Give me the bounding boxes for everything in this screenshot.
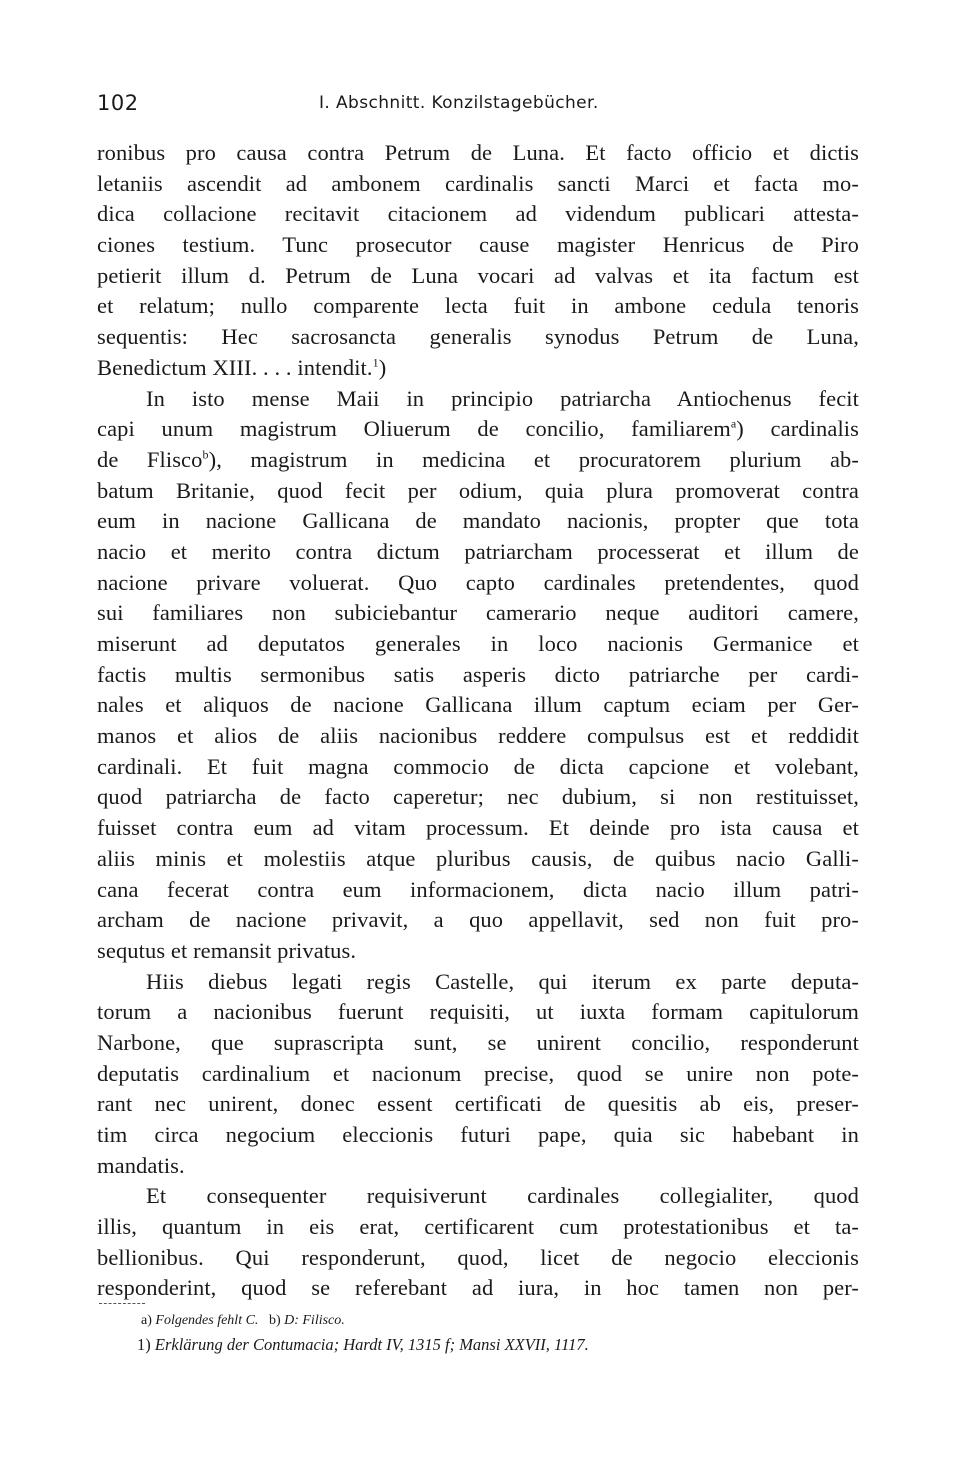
text-line: ronibus pro causa contra Petrum de Luna. Et facto officio et dictis [97,140,859,165]
body-text [97,138,859,1304]
document-page [97,0,859,1470]
text-line: torum a nacionibus fuerunt requisiti, ut iuxta formam capitulorum [97,999,859,1025]
text-line: aliis minis et molestiis atque pluribus causis, de quibus nacio Galli- [97,845,859,871]
text-line: dica collacione recitavit citacionem ad videndum publicari attesta- [97,201,859,227]
footnote-mark-paren: ) [378,354,387,380]
text-line: fuisset contra eum ad vitam processum. Et deinde pro ista causa et [97,815,859,841]
text-line-content: de Flisco [97,446,203,472]
text-line: illis, quantum in eis erat, certificarent cum protestationibus et ta- [97,1214,859,1240]
footnote-label: 1) [137,1335,151,1354]
historical-footnote [97,1332,859,1358]
text-line: bellionibus. Qui responderunt, quod, licet de negocio eleccionis [97,1244,859,1270]
text-line-content: ), magistrum in medicina et procuratorem plurium ab- [208,446,859,472]
footnote-separator [99,1303,145,1304]
text-line: Hiis diebus legati regis Castelle, qui iterum ex parte deputa- [146,968,859,994]
text-line-content: ) cardinalis [736,416,860,442]
text-line: letaniis ascendit ad ambonem cardinalis sancti Marci et facta mo- [97,170,859,196]
text-line: sui familiares non subiciebantur camerario neque auditori camere, [97,600,859,626]
text-line: manos et alios de aliis nacionibus reddere compulsus est et reddidit [97,723,859,749]
text-line: tim circa negocium eleccionis futuri pape, quia sic habebant in [97,1122,859,1147]
text-line: Narbone, que suprascripta sunt, se unirent concilio, responderunt [97,1029,859,1055]
footnote-text: Folgendes fehlt C. [155,1313,259,1328]
text-line: batum Britanie, quod fecit per odium, quia plura promoverat contra [97,477,859,503]
textual-footnotes [97,1310,859,1332]
text-line: responderint, quod se referebant ad iura, in hoc tamen non per- [97,1275,859,1301]
text-line: mandatis. [97,1152,185,1178]
text-line: sequentis: Hec sacrosancta generalis synodus Petrum de Luna, [97,324,859,350]
text-line-content: capi unum magistrum Oliuerum de concilio, familiarem [97,416,731,442]
text-line: et relatum; nullo comparente lecta fuit in ambone cedula tenoris [97,293,859,319]
footnote-text: D: Filisco. [284,1313,345,1328]
text-line: rant nec unirent, donec essent certificati de quesitis ab eis, preser- [97,1091,859,1117]
text-line [97,414,859,445]
footnote-label: a) [141,1313,152,1328]
footnote-label: b) [268,1313,281,1328]
text-line: miserunt ad deputatos generales in loco nacionis Germanice et [97,631,859,656]
text-line: petierit illum d. Petrum de Luna vocari ad valvas et ita factum est [97,262,859,288]
text-line: factis multis sermonibus satis asperis dicto patriarche per cardi- [97,661,859,687]
text-line: eum in nacione Gallicana de mandato nacionis, propter que tota [97,508,859,534]
footnote-text: Erklärung der Contumacia; Hardt IV, 1315 f; Mansi XXVII, 1117. [154,1335,589,1354]
text-line-content: Benedictum XIII. . . . intendit. [97,354,373,380]
text-line: cana fecerat contra eum informacionem, dicta nacio illum patri- [97,876,859,902]
footnote-mark: a [730,416,737,431]
text-line: In isto mense Maii in principio patriarcha Antiochenus fecit [146,385,859,411]
text-line: nacione privare voluerat. Quo capto cardinales pretendentes, quod [97,569,859,595]
text-line: ciones testium. Tunc prosecutor cause magister Henricus de Piro [97,232,859,258]
text-line: nacio et merito contra dictum patriarcham processerat et illum de [97,538,859,564]
text-line: archam de nacione privavit, a quo appellavit, sed non fuit pro- [97,907,859,933]
text-line [97,445,859,476]
footnote-mark: 1 [372,355,379,370]
text-line: Et consequenter requisiverunt cardinales collegialiter, quod [146,1183,859,1209]
text-line [97,353,859,384]
text-line: sequtus et remansit privatus. [97,937,357,963]
page-number: 102 [97,91,139,115]
text-line: deputatis cardinalium et nacionum precise, quod se unire non pote- [97,1060,859,1086]
running-head: I. Abschnitt. Konzilstagebücher. [319,93,599,113]
footnote-mark: b [202,447,209,462]
text-line: cardinali. Et fuit magna commocio de dicta capcione et volebant, [97,753,859,779]
text-line: quod patriarcha de facto caperetur; nec dubium, si non restituisset, [97,784,859,810]
text-line: nales et aliquos de nacione Gallicana illum captum eciam per Ger- [97,692,859,718]
footnotes [97,1310,859,1358]
page-header [97,88,859,118]
